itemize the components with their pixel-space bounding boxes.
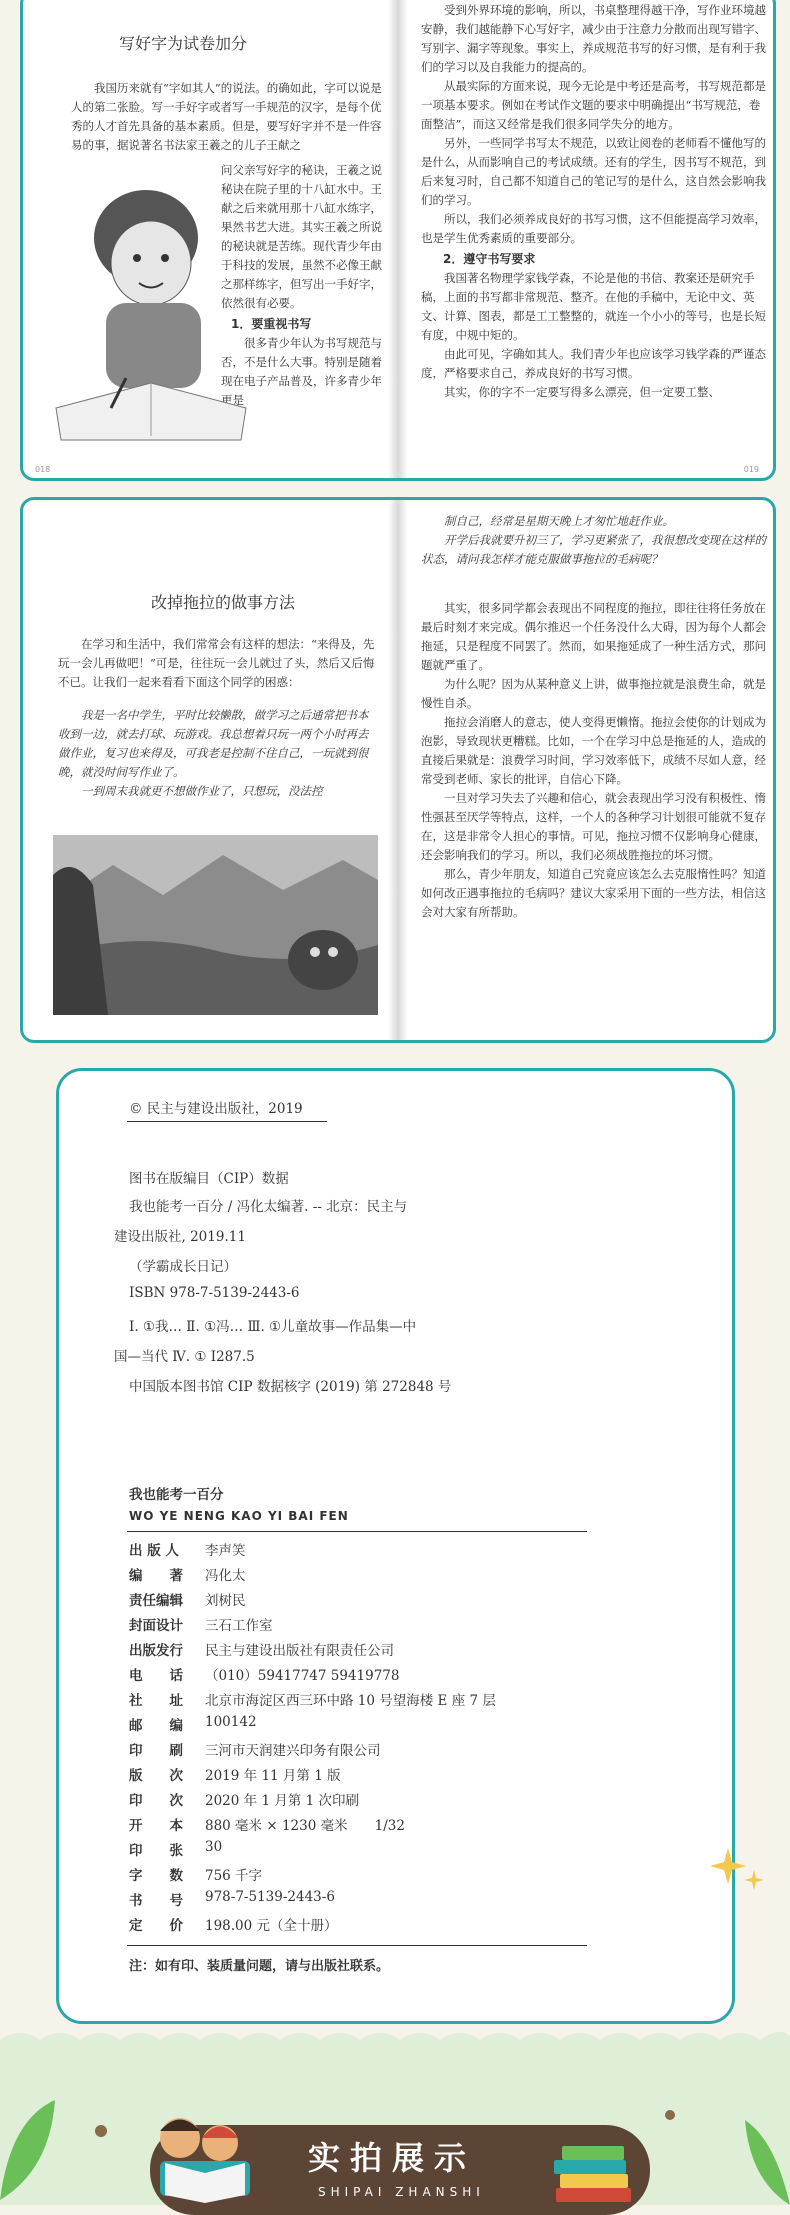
info-value: 30 bbox=[205, 1839, 223, 1855]
info-value: 刘树民 bbox=[205, 1593, 246, 1609]
info-value: 978-7-5139-2443-6 bbox=[205, 1889, 335, 1905]
info-row bbox=[129, 1889, 335, 1909]
book-title-pinyin: WO YE NENG KAO YI BAI FEN bbox=[129, 1509, 349, 1523]
info-key: 定 价 bbox=[129, 1918, 183, 1934]
page-number: 018 bbox=[35, 465, 51, 474]
chapter-title: 改掉拖拉的做事方法 bbox=[150, 593, 295, 612]
info-row bbox=[129, 1864, 262, 1884]
info-value: 民主与建设出版社有限责任公司 bbox=[205, 1643, 394, 1659]
paragraph: 在学习和生活中，我们常常会有这样的想法：“来得及，先玩一会儿再做吧！”可是，往往玩一会儿就过了头，然后又后悔不已。让我们一起来看看下面这个同学的困惑： bbox=[58, 637, 375, 689]
face bbox=[111, 221, 191, 305]
info-row bbox=[129, 1764, 341, 1784]
info-value: （010）59417747 59419778 bbox=[205, 1668, 400, 1684]
right-page bbox=[401, 500, 771, 1040]
eye bbox=[133, 254, 141, 262]
info-value: 198.00 元（全十册） bbox=[205, 1918, 338, 1934]
book-spread-1 bbox=[20, 0, 776, 481]
paragraph: 从最实际的方面来说，现今无论是中考还是高考，书写规范都是一项基本要求。例如在考试作文题的要求中明确提出“书写规范，卷面整洁”，而这又经常是我们很多同学失分的地方。 bbox=[421, 79, 766, 131]
info-key: 印 刷 bbox=[129, 1743, 183, 1759]
cip-title: 图书在版编目（CIP）数据 bbox=[129, 1171, 289, 1187]
info-value: 756 千字 bbox=[205, 1868, 263, 1884]
banner-pinyin: SHIPAI ZHANSHI bbox=[318, 2185, 485, 2199]
info-row bbox=[129, 1564, 246, 1584]
dot-decoration bbox=[665, 2110, 675, 2120]
paragraph: 很多青少年认为书写规范与否，不是什么大事。特别是随着现在电子产品普及，许多青少年更是 bbox=[221, 336, 382, 407]
info-key: 封面设计 bbox=[129, 1618, 183, 1634]
eye bbox=[161, 254, 169, 262]
book-title: 我也能考一百分 bbox=[129, 1487, 224, 1503]
leaf-icon bbox=[745, 2110, 790, 2205]
section-heading: 1．要重视书写 bbox=[231, 317, 312, 331]
info-key: 开 本 bbox=[129, 1818, 183, 1834]
right-page bbox=[401, 0, 771, 478]
copyright-page-card bbox=[56, 1068, 735, 2024]
section-banner bbox=[150, 2125, 650, 2215]
letter-paragraph: 制自己，经常是星期天晚上才匆忙地赶作业。 bbox=[444, 514, 674, 528]
cip-line: 国—当代 Ⅳ. ① I287.5 bbox=[114, 1349, 255, 1365]
banner-title: 实拍展示 bbox=[308, 2139, 477, 2177]
creature bbox=[288, 930, 358, 990]
paragraph: 问父亲写好字的秘诀，王羲之说秘诀在院子里的十八缸水中。王献之后来就用那十八缸水练字，果然书艺大进。其实王羲之所说的秘诀就是苦练。现代青少年由于科技的发展，虽然不必像王献之那样练字，但写出一手好字，依然很有必要。 bbox=[221, 163, 382, 310]
cip-line: （学霸成长日记） bbox=[129, 1259, 237, 1275]
info-key: 社 址 bbox=[129, 1693, 183, 1709]
letter-paragraph: 开学后我就要升初三了，学习更紧张了，我很想改变现在这样的状态，请问我怎样才能克服做事拖拉的毛病呢？ bbox=[421, 533, 766, 566]
info-row bbox=[129, 1789, 359, 1809]
paragraph: 另外，一些同学书写太不规范，以致让阅卷的老师看不懂他写的是什么，从而影响自己的考试成绩。还有的学生，因书写不规范，到后来复习时，自己都不知道自己的笔记写的是什么，这自然会影响我们的学习。 bbox=[421, 136, 766, 207]
info-key: 书 号 bbox=[129, 1893, 183, 1909]
left-page bbox=[23, 500, 393, 1040]
info-value: 880 毫米 × 1230 毫米 1/32 bbox=[205, 1818, 405, 1834]
info-key: 出 版 人 bbox=[129, 1543, 179, 1559]
publisher-copyright: © 民主与建设出版社，2019 bbox=[129, 1101, 303, 1117]
paragraph: 我国历来就有“字如其人”的说法。的确如此，字可以说是人的第二张脸。写一手好字或者写一手规范的汉字，是每个优秀的人才首先具备的基本素质。但是，要写好字并不是一件容易的事，据说著名书法家王羲之的儿子王献之 bbox=[71, 81, 382, 152]
cip-line: Ⅰ. ①我… Ⅱ. ①冯… Ⅲ. ①儿童故事—作品集—中 bbox=[129, 1319, 417, 1335]
info-key: 编 著 bbox=[129, 1568, 183, 1584]
boy-writing-illustration bbox=[51, 178, 251, 448]
info-key: 字 数 bbox=[129, 1868, 183, 1884]
info-row bbox=[129, 1639, 394, 1659]
info-value: 北京市海淀区西三环中路 10 号望海楼 E 座 7 层 bbox=[205, 1693, 496, 1709]
info-value: 2020 年 1 月第 1 次印刷 bbox=[205, 1793, 359, 1809]
info-value: 三石工作室 bbox=[205, 1618, 273, 1634]
letter-paragraph: 我是一名中学生，平时比较懒散，做学习之后通常把书本收到一边，就去打球、玩游戏。我总想着只玩一两个小时再去做作业，复习也来得及，可我老是控制不住自己，一玩就到很晚，就没时间写作业了。 bbox=[58, 708, 369, 779]
paragraph: 那么，青少年朋友，知道自己究竟应该怎么去克服惰性吗？知道如何改正遇事拖拉的毛病吗？建议大家采用下面的一些方法，相信这会对大家有所帮助。 bbox=[421, 867, 766, 919]
dot-decoration bbox=[95, 2125, 107, 2137]
info-value: 2019 年 11 月第 1 版 bbox=[205, 1768, 341, 1784]
info-key: 印 张 bbox=[129, 1843, 183, 1859]
info-row bbox=[129, 1689, 496, 1709]
shirt bbox=[106, 303, 201, 388]
info-key: 邮 编 bbox=[129, 1718, 183, 1734]
cip-line: 我也能考一百分 / 冯化太编著. -- 北京：民主与 bbox=[129, 1199, 408, 1215]
info-row bbox=[129, 1814, 405, 1834]
info-value: 100142 bbox=[205, 1714, 257, 1730]
creature-eye bbox=[328, 947, 338, 957]
paragraph: 由此可见，字确如其人。我们青少年也应该学习钱学森的严谨态度，严格要求自己，养成良好的书写习惯。 bbox=[421, 347, 766, 380]
info-value: 冯化太 bbox=[205, 1568, 246, 1584]
info-key: 责任编辑 bbox=[129, 1593, 183, 1609]
info-key: 版 次 bbox=[129, 1768, 183, 1784]
page-number: 019 bbox=[743, 465, 759, 474]
paragraph: 所以，我们必须养成良好的书写习惯，这不但能提高学习效率，也是学生优秀素质的重要部分。 bbox=[421, 212, 766, 245]
left-page bbox=[23, 0, 393, 478]
info-key: 电 话 bbox=[129, 1668, 183, 1684]
info-value: 三河市天润建兴印务有限公司 bbox=[205, 1743, 381, 1759]
section-heading: 2．遵守书写要求 bbox=[443, 252, 536, 266]
creature-eye bbox=[310, 947, 320, 957]
divider bbox=[127, 1121, 327, 1122]
scalloped-edge bbox=[0, 2026, 790, 2056]
sparkle-icon bbox=[710, 1840, 770, 1900]
divider bbox=[127, 1531, 587, 1532]
info-row bbox=[129, 1739, 381, 1759]
info-value: 李声笑 bbox=[205, 1543, 246, 1559]
landscape-illustration bbox=[53, 835, 378, 1015]
info-row bbox=[129, 1839, 222, 1859]
info-row bbox=[129, 1589, 246, 1609]
info-row bbox=[129, 1714, 257, 1734]
info-row bbox=[129, 1664, 399, 1684]
paragraph: 一旦对学习失去了兴趣和信心，就会表现出学习没有积极性、惰性强甚至厌学等特点，这样，一个人的各种学习计划很可能就不复存在，这是非常令人担心的事情。可见，拖拉习惯不仅影响身心健康，还会影响我们的学习。所以，我们必须战胜拖拉的坏习惯。 bbox=[421, 791, 766, 862]
paragraph: 拖拉会消磨人的意志，使人变得更懒惰。拖拉会使你的计划成为泡影，导致现状更糟糕。比如，一个在学习中总是拖延的人，造成的直接后果就是：浪费学习时间，学习效率低下，成绩不尽如人意，经常受到老师、家长的批评，自信心下降。 bbox=[421, 715, 766, 786]
info-key: 印 次 bbox=[129, 1793, 183, 1809]
info-row bbox=[129, 1914, 338, 1934]
books-stack-icon bbox=[548, 2133, 638, 2208]
leaf-icon bbox=[0, 2100, 60, 2205]
cip-line: 建设出版社, 2019.11 bbox=[114, 1229, 246, 1245]
divider bbox=[127, 1945, 587, 1946]
book-spread-2 bbox=[20, 497, 776, 1043]
letter-paragraph: 一到周末我就更不想做作业了，只想玩，没法控 bbox=[81, 784, 323, 798]
info-key: 出版发行 bbox=[129, 1643, 183, 1659]
paragraph: 其实，很多同学都会表现出不同程度的拖拉，即往往将任务放在最后时刻才来完成。偶尔推迟一个任务没什么大碍，因为每个人都会拖延，只是程度不同罢了。然而，如果拖延成了一种生活方式，那问题就严重了。 bbox=[421, 601, 766, 672]
info-row bbox=[129, 1614, 273, 1634]
info-row bbox=[129, 1539, 246, 1559]
kids-reading-icon bbox=[140, 2103, 260, 2213]
paragraph: 我国著名物理学家钱学森，不论是他的书信、教案还是研究手稿，上面的书写都非常规范、整齐。在他的手稿中，无论中文、英文、计算、图表，都是工工整整的，就连一个小小的等号，也是长短有度，中规中矩的。 bbox=[421, 271, 766, 342]
paragraph: 其实，你的字不一定要写得多么漂亮，但一定要工整、 bbox=[444, 385, 720, 399]
cip-line: 中国版本图书馆 CIP 数据核字 (2019) 第 272848 号 bbox=[129, 1379, 452, 1395]
quality-note: 注：如有印、装质量问题，请与出版社联系。 bbox=[129, 1959, 390, 1974]
chapter-title: 写好字为试卷加分 bbox=[118, 34, 247, 53]
paragraph: 为什么呢？因为从某种意义上讲，做事拖拉就是浪费生命，就是慢性自杀。 bbox=[421, 677, 766, 710]
cip-line: ISBN 978-7-5139-2443-6 bbox=[129, 1285, 300, 1301]
paragraph: 受到外界环境的影响，所以，书桌整理得越干净，写作业环境越安静，我们越能静下心写好字，减少由于注意力分散而出现写错字、写别字、漏字等现象。事实上，养成规范书写的好习惯，是有利于我们的学习以及自我能力的提高的。 bbox=[421, 3, 766, 74]
